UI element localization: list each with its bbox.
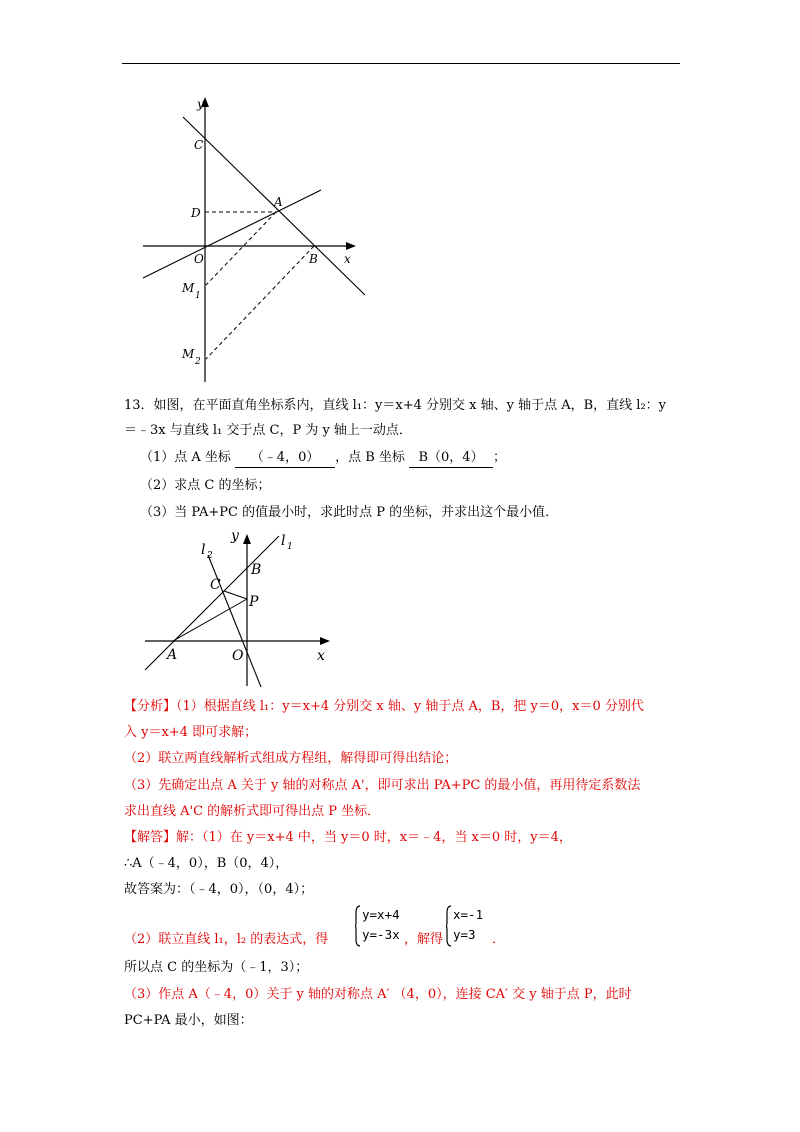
label-c: C: [210, 577, 221, 593]
label-c: C: [194, 138, 204, 152]
label-d: D: [191, 206, 201, 220]
label-a: A: [167, 647, 178, 663]
line-oa: [143, 190, 321, 278]
label-l1-sub: 1: [287, 542, 293, 552]
q13-answer-a: （﹣4，0）: [235, 449, 335, 468]
q13-part-1: [140, 449, 506, 468]
label-b: B: [251, 562, 262, 578]
header-rule: [122, 63, 680, 64]
system-2-eq-1: x=-1: [453, 907, 484, 922]
answer-line-1: 【解答】解：（1）在 y＝x+4 中，当 y＝0 时，x＝﹣4，当 x＝0 时，y＝4，: [124, 830, 572, 845]
figure-2: [140, 530, 340, 690]
system-1-brace: [355, 905, 361, 947]
answer-part-3-line-1: （3）作点 A（﹣4，0）关于 y 轴的对称点 A′ （4，0），连接 CA′ 交 y 轴于点 P，此时: [124, 987, 632, 1002]
analysis-line-1: 【分析】（1）根据直线 l₁：y＝x+4 分别交 x 轴、y 轴于点 A，B，把 y＝0，x＝0 分别代: [124, 699, 644, 714]
x-axis-arrow: [320, 637, 330, 645]
label-m1: M: [182, 281, 195, 295]
system-2: [453, 905, 483, 945]
system-1-eq-2: y=-3x: [362, 927, 400, 942]
answer-part-2-result: 所以点 C 的坐标为（﹣1，3）；: [124, 960, 309, 975]
answer-part-2-end: ．: [492, 932, 506, 947]
label-x: x: [317, 648, 325, 664]
dashed-am1: [206, 212, 276, 285]
segment-cp: [224, 591, 247, 599]
label-l2-sub: 2: [207, 551, 213, 561]
q13-part-2: （2）求点 C 的坐标；: [140, 478, 271, 493]
q13-part-1-suffix: ；: [493, 450, 507, 465]
answer-part-3-line-2: PC+PA 最小，如图：: [124, 1013, 253, 1028]
q13-answer-b: B（0，4）: [409, 449, 493, 468]
answer-line-3: 故答案为：（﹣4，0），（0，4）；: [124, 882, 314, 897]
label-l1: l: [281, 533, 286, 549]
label-y: y: [231, 530, 239, 544]
answer-part-2-mid: ，解得: [404, 932, 444, 947]
label-o: O: [232, 648, 244, 664]
analysis-line-5: 求出直线 A'C 的解析式即可得出点 P 坐标．: [124, 804, 381, 819]
analysis-line-3: （2）联立两直线解析式组成方程组，解得即可得出结论；: [124, 751, 458, 766]
label-m2: M: [182, 347, 195, 361]
answer-part-2-prefix: （2）联立直线 l₁，l₂ 的表达式，得: [124, 932, 329, 947]
label-m1-sub: 1: [195, 291, 201, 301]
label-l2: l: [201, 542, 206, 558]
q13-part-1-prefix: （1）点 A 坐标: [140, 450, 231, 465]
q13-part-1-mid: ，点 B 坐标: [335, 450, 405, 465]
q13-part-3: （3）当 PA+PC 的值最小时，求此时点 P 的坐标，并求出这个最小值．: [140, 505, 559, 520]
y-axis-arrow: [243, 534, 251, 544]
system-2-brace: [446, 905, 452, 947]
analysis-line-4: （3）先确定出点 A 关于 y 轴的对称点 A'，即可求出 PA+PC 的最小值，再用待定系数法: [124, 778, 641, 793]
system-1: [362, 905, 400, 945]
label-b: B: [309, 252, 318, 266]
system-2-eq-2: y=3: [453, 927, 476, 942]
label-y: y: [197, 97, 204, 111]
x-axis-arrow: [346, 242, 356, 250]
analysis-line-2: 入 y＝x+4 即可求解；: [124, 725, 258, 740]
q13-line-1: 13．如图，在平面直角坐标系内，直线 l₁：y＝x+4 分别交 x 轴、y 轴于点 A，B，直线 l₂：y: [124, 398, 667, 413]
figure-1: [140, 95, 365, 385]
answer-line-2: ∴A（﹣4，0），B（0，4），: [124, 856, 289, 871]
label-p: P: [249, 594, 259, 610]
system-1-eq-1: y=x+4: [362, 907, 400, 922]
dashed-bm2: [206, 246, 314, 359]
label-x: x: [344, 252, 351, 266]
q13-line-2: ＝﹣3x 与直线 l₁ 交于点 C，P 为 y 轴上一动点．: [124, 423, 412, 438]
label-m2-sub: 2: [195, 357, 201, 367]
label-o: O: [194, 252, 204, 266]
label-a: A: [274, 195, 283, 209]
